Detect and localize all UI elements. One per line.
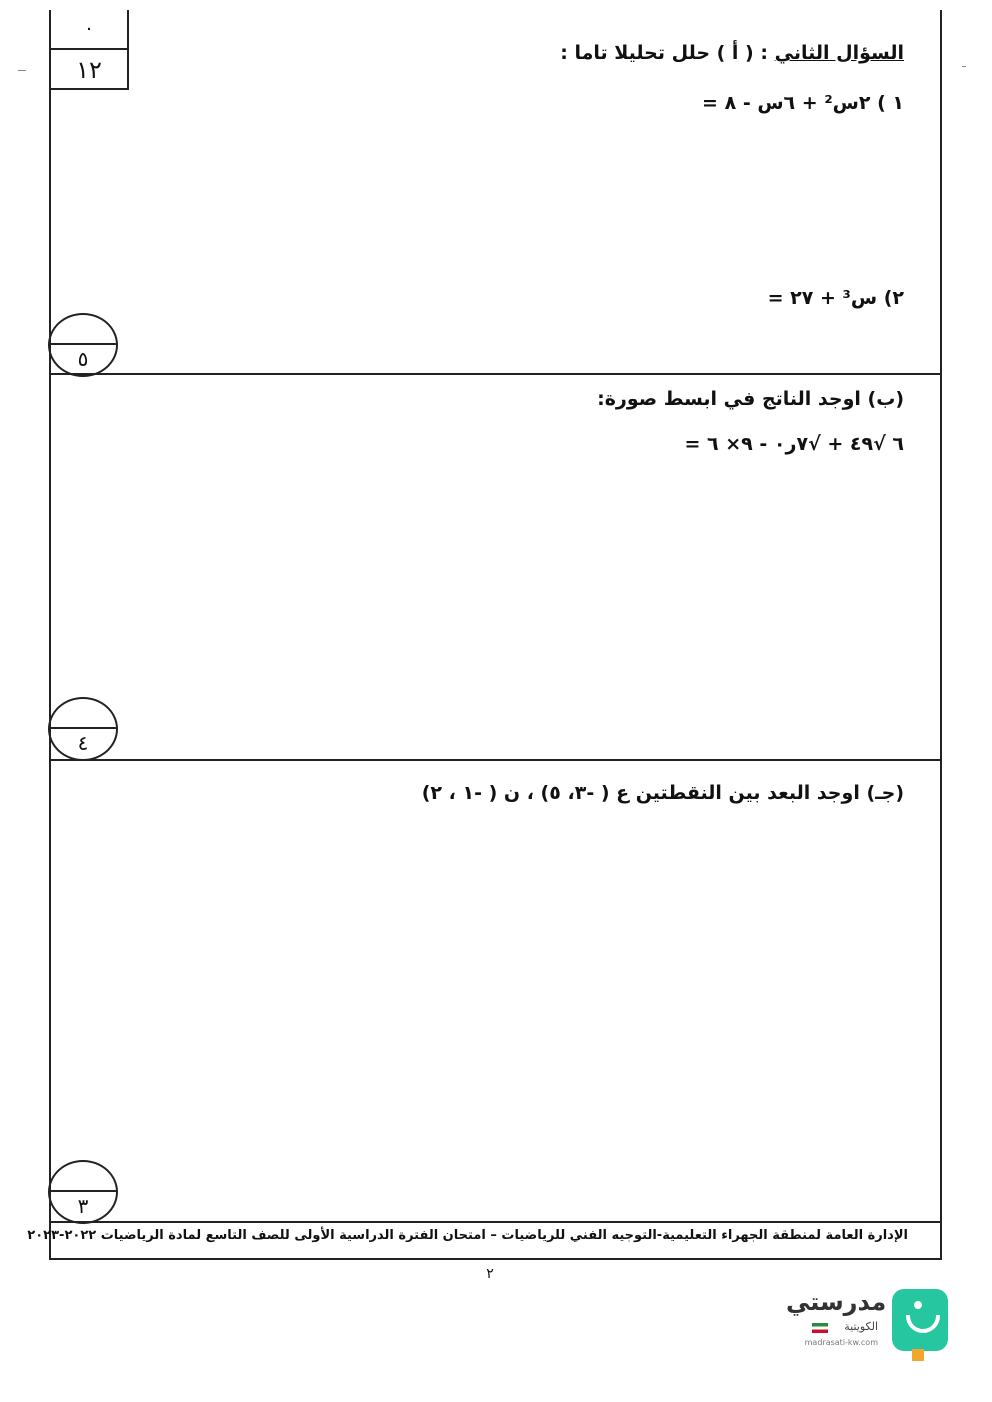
section-divider — [49, 373, 942, 375]
part-a-instruction: : ( أ ) حلل تحليلا تاما : — [560, 42, 768, 64]
question-c-title: (جـ) اوجد البعد بين النقطتين ع ( -٣، ٥) ، ن ( -١ ، ٢) — [421, 782, 904, 804]
question-title: السؤال الثاني — [774, 42, 904, 64]
exam-page-frame — [27, 10, 942, 1259]
score-divider — [50, 343, 116, 345]
logo-name: مدرستي — [786, 1288, 887, 1316]
score-value-b: ٤ — [77, 731, 89, 755]
score-circle-b — [48, 697, 118, 761]
page-bottom-line — [49, 1258, 942, 1260]
question-a1: ١ ) ٢س² + ٦س - ٨ = — [702, 92, 904, 114]
footer-divider — [49, 1221, 942, 1223]
madrasati-logo — [786, 1286, 948, 1362]
question-a2: ٢) س³ + ٢٧ = — [767, 287, 904, 309]
footer-text: الإدارة العامة لمنطقة الجهراء التعليمية-التوجيه الفني للرياضيات – امتحان الفترة الدراسية الأولى للصف التاسع لمادة الرياضيات ٢٠٢٢-٢٠٢٣ — [27, 1228, 908, 1243]
question-b-expression: ٦ √٤٩ + √٧ر٠ - ٩× ٦ = — [684, 433, 904, 455]
score-divider — [50, 727, 116, 729]
grade-total: ١٢ — [76, 56, 102, 84]
grade-divider — [51, 48, 127, 50]
score-circle-a — [48, 313, 118, 377]
page-number: ٢ — [486, 1266, 494, 1282]
logo-url: madrasati-kw.com — [804, 1338, 878, 1347]
scan-mark — [18, 70, 26, 71]
section-divider — [49, 759, 942, 761]
logo-smile — [906, 1315, 940, 1333]
grade-top-value: ٠ — [84, 18, 94, 39]
logo-subtitle: الكويتية — [844, 1320, 878, 1333]
score-value-a: ٥ — [77, 347, 89, 371]
logo-bookmark-tab — [912, 1349, 924, 1361]
question-header — [560, 42, 904, 64]
question-b-title: (ب) اوجد الناتج في ابسط صورة: — [597, 388, 904, 410]
score-divider — [50, 1190, 116, 1192]
score-value-c: ٣ — [77, 1194, 89, 1218]
score-circle-c — [48, 1160, 118, 1224]
scan-mark — [962, 66, 966, 67]
logo-badge-icon — [892, 1289, 948, 1351]
total-grade-box — [49, 10, 129, 90]
logo-dot — [914, 1301, 922, 1309]
